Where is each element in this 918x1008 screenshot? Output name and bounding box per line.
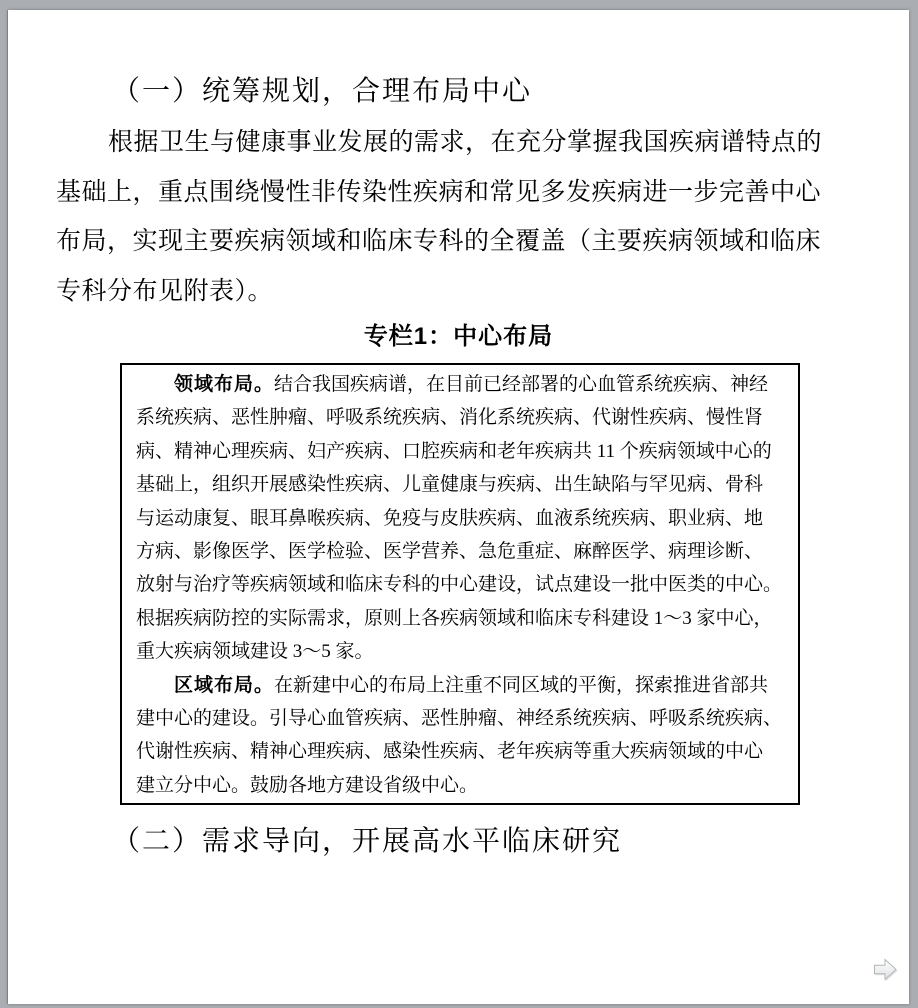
box-paragraph-text: 结合我国疾病谱，在目前已经部署的心血管系统疾病、神经: [274, 374, 769, 395]
body-paragraph-line: 专科分布见附表）。: [56, 277, 274, 305]
box-paragraph-line: [136, 368, 785, 401]
box-paragraph-line: 方病、影像医学、医学检验、医学营养、急危重症、麻醉医学、病理诊断、: [136, 540, 764, 562]
box-paragraph-lead: 领域布局。: [174, 374, 275, 395]
box-paragraph-text: 在新建中心的布局上注重不同区域的平衡，探索推进省部共: [274, 674, 769, 696]
callout-box: [120, 363, 800, 805]
box-paragraph-line: 代谢性疾病、精神心理疾病、感染性疾病、老年疾病等重大疾病领域的中心: [136, 741, 764, 763]
box-title: 专栏1：中心布局: [363, 323, 554, 350]
box-paragraph-line: 放射与治疗等疾病领域和临床专科的中心建设，试点建设一批中医类的中心。: [136, 574, 783, 596]
box-paragraph-line: 建中心的建设。引导心血管疾病、恶性肿瘤、神经系统疾病、呼吸系统疾病、: [136, 707, 783, 729]
body-paragraph: [56, 118, 856, 316]
document-page: [8, 10, 909, 1004]
box-paragraph-line: 基础上，组织开展感染性疾病、儿童健康与疾病、出生缺陷与罕见病、骨科: [136, 474, 764, 496]
next-page-arrow-icon[interactable]: [868, 955, 902, 985]
section-heading-2: （二）需求导向，开展高水平临床研究: [112, 826, 623, 857]
box-paragraph-line: 病、精神心理疾病、妇产疾病、口腔疾病和老年疾病共 11 个疾病领域中心的: [136, 440, 772, 462]
body-paragraph-line: 根据卫生与健康事业发展的需求，在充分掌握我国疾病谱特点的: [108, 129, 823, 156]
box-paragraph-line: 系统疾病、恶性肿瘤、呼吸系统疾病、消化系统疾病、代谢性疾病、慢性肾: [136, 407, 764, 429]
body-paragraph-line: 基础上，重点围绕慢性非传染性疾病和常见多发疾病进一步完善中心: [56, 178, 822, 206]
box-paragraph-lead: 区域布局。: [174, 674, 275, 696]
box-paragraph-line: 建立分中心。鼓励各地方建设省级中心。: [136, 774, 479, 796]
box-paragraph-line: [136, 669, 785, 702]
box-paragraph-line: 根据疾病防控的实际需求，原则上各疾病领域和临床专科建设 1～3 家中心，: [136, 607, 773, 629]
section-heading-1: （一）统筹规划，合理布局中心: [112, 76, 533, 107]
body-paragraph-line: 布局，实现主要疾病领域和临床专科的全覆盖（主要疾病领域和临床: [56, 228, 822, 255]
box-paragraph-line: 与运动康复、眼耳鼻喉疾病、免疫与皮肤疾病、血液系统疾病、职业病、地: [136, 507, 764, 529]
box-paragraph-line: 重大疾病领域建设 3～5 家。: [136, 641, 374, 663]
